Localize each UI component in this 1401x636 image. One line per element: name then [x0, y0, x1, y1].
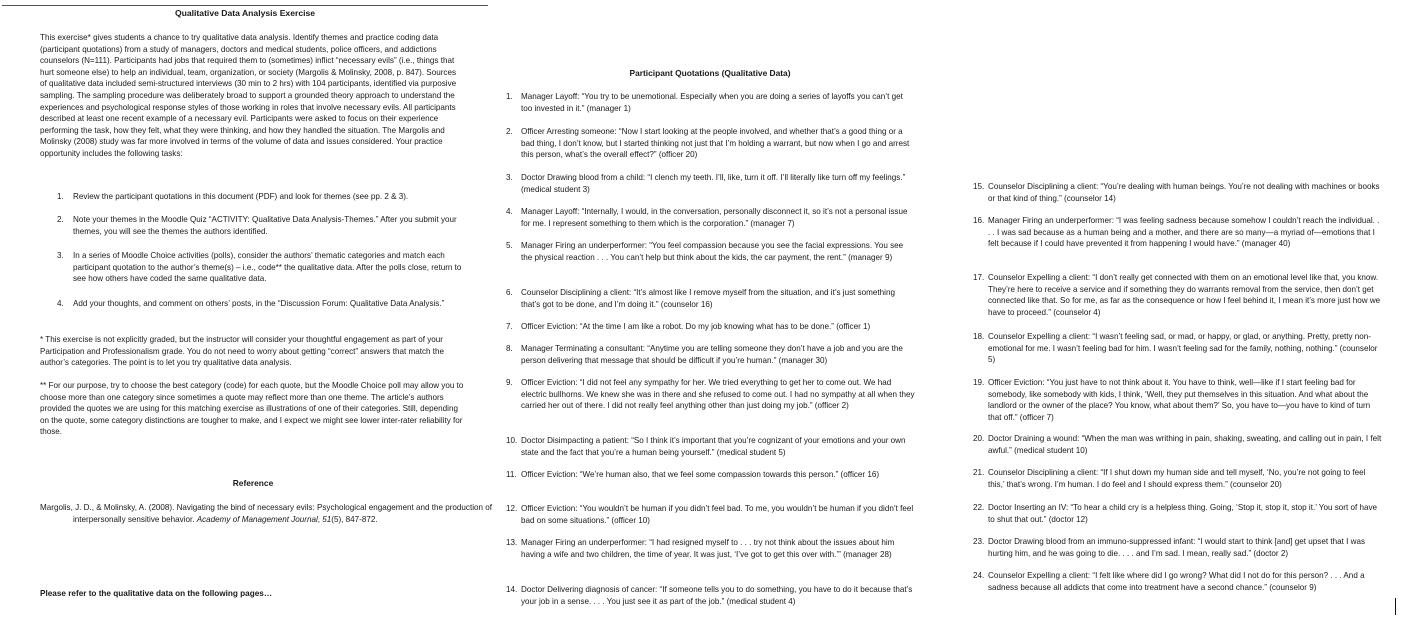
reference-separator: , [317, 514, 323, 524]
task-text: Note your themes in the Moodle Quiz “ACTIVITY: Qualitative Data Analysis-Themes.” After you submit your themes, you will see the themes the authors identified. [73, 215, 457, 236]
quotation-number: 12. [506, 504, 518, 513]
task-number: 4. [57, 299, 64, 308]
quotation-item [506, 172, 916, 195]
quotation-text: Counselor Disciplining a client: “If I shut down my human side and tell myself, ‘No, you’re not going to feel this,’ that’s wrong. I’m human. I do feel and I should express them.” (counselor 20) [988, 468, 1366, 489]
quotation-number: 14. [506, 585, 518, 594]
quotation-item [973, 215, 1383, 250]
quotation-number: 16. [973, 216, 985, 225]
quotation-number: 18. [973, 332, 985, 341]
quotation-text: Manager Layoff: “You try to be unemotional. Especially when you are doing a series of layoffs you can’t get too invested in it.” (manager 1) [521, 92, 903, 113]
quotation-item [506, 435, 916, 458]
quotation-text: Officer Eviction: “You wouldn’t be human if you didn’t feel bad. To me, you wouldn’t be human if you didn’t feel bad on some situations.” (officer 10) [521, 504, 914, 525]
quotation-text: Officer Arresting someone: “Now I start looking at the people involved, and whether that’s a good thing or a bad thing, I don’t know, but I started thinking not just that I’m holding a warrant, but now when I go and arrest this person, what’s the overall effect?” (officer 20) [521, 127, 910, 160]
quotation-number: 6. [506, 288, 513, 297]
reference-authors-title: Margolis, J. D., & Molinsky, A. (2008). Navigating the bind of necessary evils: Psychological engagement and the production of interpersonally sensitive behavior. [40, 503, 492, 524]
quotation-text: Doctor Disimpacting a patient: “So I think it’s important that you’re cognizant of your emotions and your own state and the fact that you’re a human being yourself.” (medical student 5) [521, 436, 906, 457]
page-title: Qualitative Data Analysis Exercise [174, 8, 316, 18]
quotation-number: 11. [506, 470, 517, 479]
quotation-item [506, 469, 916, 481]
quotation-number: 17. [973, 273, 985, 282]
quotation-number: 9. [506, 378, 513, 387]
reference-pages: (5), 847-872. [331, 514, 378, 524]
quotation-number: 8. [506, 344, 513, 353]
quotation-text: Counselor Disciplining a client: “You’re dealing with human beings. You’re not dealing with machines or books or that kind of thing.” (counselor 14) [988, 182, 1380, 203]
task-item [57, 298, 467, 310]
quotation-item [506, 343, 916, 366]
quotation-text: Doctor Drawing blood from a child: “I clench my teeth. I’ll, like, turn it off. I’ll literally like turn off my feelings.” (medical student 3) [521, 173, 906, 194]
quotation-item [973, 570, 1383, 593]
top-rule [2, 5, 488, 6]
reference-volume: 51 [322, 514, 332, 524]
quotation-item [973, 331, 1383, 366]
quotation-number: 1. [506, 92, 513, 101]
footnote-single-asterisk: * This exercise is not explicitly graded, but the instructor will consider your thoughtful engagement as part of your Participation and Professionalism grade. You do not need to worry about getting “correct” answers that match the author’s categories. The point is to let you try qualitative data analysis. [40, 335, 445, 368]
quotation-text: Counselor Expelling a client: “I felt like where did I go wrong? What did I not do for this person? . . . And a sadness because all addicts that come into treatment have a second chance.” (counselor 9) [988, 571, 1365, 592]
quotation-number: 15. [973, 182, 985, 191]
task-number: 2. [57, 215, 64, 224]
quotation-number: 7. [506, 322, 513, 331]
task-item [57, 214, 467, 237]
quotations-title: Participant Quotations (Qualitative Data) [629, 68, 791, 78]
quotation-item [506, 503, 916, 526]
quotation-text: Doctor Inserting an IV: “To hear a child cry is a helpless thing. Going, ‘Stop it, stop it, stop it.’ You sort of have to shut that out.” (doctor 12) [988, 503, 1378, 524]
task-item [57, 191, 467, 203]
quotation-number: 2. [506, 127, 513, 136]
quotation-item [973, 467, 1383, 490]
quotation-text: Officer Eviction: “You just have to not think about it. You have to think, well—like if I start feeling bad for somebody, like somebody with kids, I think, ‘Well, they put themselves in this situation. And what about the landlord or the owner of the place? You know, what about them?’ So, you have to—you have to kind of turn that off.” (officer 7) [988, 378, 1371, 422]
reference-journal: Academy of Management Journal [196, 514, 318, 524]
quotation-item [506, 206, 916, 229]
quotation-text: Counselor Disciplining a client: “It’s almost like I remove myself from the situation, and it’s just something that’s got to be done, and I’m doing it.” (counselor 16) [521, 288, 895, 309]
quotation-text: Officer Eviction: “At the time I am like a robot. Do my job knowing what has to be done.” (officer 1) [521, 322, 871, 331]
quotation-number: 21. [973, 468, 985, 477]
task-text: Review the participant quotations in this document (PDF) and look for themes (see pp. 2 & 3). [73, 192, 409, 201]
quotation-text: Manager Firing an underperformer: “I was feeling sadness because somehow I couldn’t reach the individual. . . . I was sad because as a human being and a mother, and there are so many—a myriad of—emotions that I felt because if I could have prevented it from happening I would have.” (manager 40) [988, 216, 1380, 249]
quotation-number: 10. [506, 436, 518, 445]
quotation-item [506, 321, 916, 333]
quotation-text: Officer Eviction: “We’re human also, that we feel some compassion towards this person.” (officer 16) [521, 470, 880, 479]
quotation-item [506, 584, 916, 607]
quotation-item [506, 126, 916, 161]
quotation-item [506, 91, 916, 114]
task-number: 3. [57, 251, 64, 260]
quotation-number: 5. [506, 241, 513, 250]
quotation-text: Counselor Expelling a client: “I don’t really get connected with them on an emotional level like that, you know. They’re here to receive a service and if something they do warrants removal from the service, then don’t get connected like that. So for me, as far as the consequence or how I feel behind it, I mean it’s more just how we have to proceed.” (counselor 4) [988, 273, 1381, 317]
quotation-text: Officer Eviction: “I did not feel any sympathy for her. We tried everything to get her to come out. We had electric bullhorns. We knew she was in there and she refused to come out. I had no sympathy at all when they carried her out of there. I did not really feel anything other than just doing my job.” (officer 2) [521, 378, 915, 411]
quotation-number: 23. [973, 537, 985, 546]
quotation-text: Manager Firing an underperformer: “You feel compassion because you see the facial expressions. You see the physical reaction . . . You can’t help but think about the kids, the car payment, the rent.” (manager 9) [521, 241, 904, 262]
quotation-number: 4. [506, 207, 513, 216]
quotation-number: 3. [506, 173, 513, 182]
quotation-number: 19. [973, 378, 985, 387]
reference-heading: Reference [232, 478, 274, 488]
quotation-number: 24. [973, 571, 985, 580]
reference-entry [40, 502, 493, 525]
quotation-item [973, 536, 1383, 559]
quotation-item [973, 502, 1383, 525]
quotation-item [506, 377, 916, 412]
quotation-text: Manager Layoff: “Internally, I would, in the conversation, personally disconnect it, so it’s not a personal issue for me. I represent something to them which is the corporation.” (manager 7) [521, 207, 908, 228]
quotation-item [973, 433, 1383, 456]
quotation-text: Manager Firing an underperformer: “I had resigned myself to . . . try not think about the issues about him having a wife and two children, the time of year. It was just, ‘I’ve got to get this over with.’” (manager 28) [521, 538, 895, 559]
refer-note: Please refer to the qualitative data on the following pages… [40, 589, 273, 598]
quotation-item [506, 537, 916, 560]
footnote-double-asterisk: ** For our purpose, try to choose the best category (code) for each quote, but the Moodle Choice poll may allow you to choose more than one category since sometimes a quote may reflect more than one theme. The article’s authors provided the quotes we are using for this matching exercise as illustrations of one of their categories. Still, depending on the quote, some category distinctions are tougher to make, and I expect we might see lower inter-rater reliability for those. [40, 381, 464, 437]
task-text: In a series of Moodle Choice activities (polls), consider the authors’ thematic categories and match each participant quotation to the author’s theme(s) – i.e., code** the qualitative data. After the polls close, return to see how others have coded the same qualitative data. [73, 251, 462, 284]
quotation-text: Doctor Delivering diagnosis of cancer: “If someone tells you to do something, you have to do it because that’s your job in a sense. . . . You just see it as part of the job.” (medical student 4) [521, 585, 913, 606]
quotation-text: Manager Terminating a consultant: “Anytime you are telling someone they don’t have a job and you are the person delivering that message that should be difficult if you’re human.” (manager 30) [521, 344, 903, 365]
quotation-number: 20. [973, 434, 985, 443]
quotation-item [506, 287, 916, 310]
quotation-number: 22. [973, 503, 985, 512]
quotation-text: Doctor Drawing blood from an immuno-suppressed infant: “I would start to think [and] get upset that I was hurting him, and he was going to die. . . . and I’m sad. I mean, really sad.” (doctor 2) [988, 537, 1365, 558]
quotation-item [973, 181, 1383, 204]
quotation-text: Doctor Draining a wound: “When the man was writhing in pain, shaking, sweating, and calling out in pain, I felt awful.” (medical student 10) [988, 434, 1382, 455]
task-number: 1. [57, 192, 64, 201]
quotation-text: Counselor Expelling a client: “I wasn’t feeling sad, or mad, or happy, or glad, or anything. Pretty, pretty non-emotional for me. I wasn’t feeling bad for him. I wasn’t feeling sad for the family, nothing, nothing.” (counselor 5) [988, 332, 1378, 365]
quotation-item [506, 240, 916, 263]
quotation-item [973, 377, 1383, 423]
intro-paragraph: This exercise* gives students a chance to try qualitative data analysis. Identify themes and practice coding data (participant quotations) from a study of managers, doctors and medical students, police officers, and addictions counselors (N=111). Participants had jobs that required them to (sometimes) inflict “necessary evils” (i.e., things that hurt someone else) to help an individual, team, organization, or society (Margolis & Molinsky, 2008, p. 847). Sources of qualitative data included semi-structured interviews (30 min to 2 hrs) with 104 participants, identified via purposive sampling. The sampling procedure was deliberately broad to support a grounded theory approach to understand the experiences and psychological response styles of those working in roles that involve necessary evils. All participants described at least one recent example of a necessary evil. Participants were asked to focus on their experience performing the task, how they felt, what they were thinking, and how they handled the situation. The Margolis and Molinsky (2008) study was far more involved in terms of the volume of data and issues considered. Your practice opportunity includes the following tasks: [40, 33, 457, 158]
task-item [57, 250, 467, 285]
quotation-number: 13. [506, 538, 518, 547]
quotation-item [973, 272, 1383, 318]
text-cursor [1395, 598, 1396, 615]
task-text: Add your thoughts, and comment on others’ posts, in the “Discussion Forum: Qualitative Data Analysis.” [73, 299, 445, 308]
